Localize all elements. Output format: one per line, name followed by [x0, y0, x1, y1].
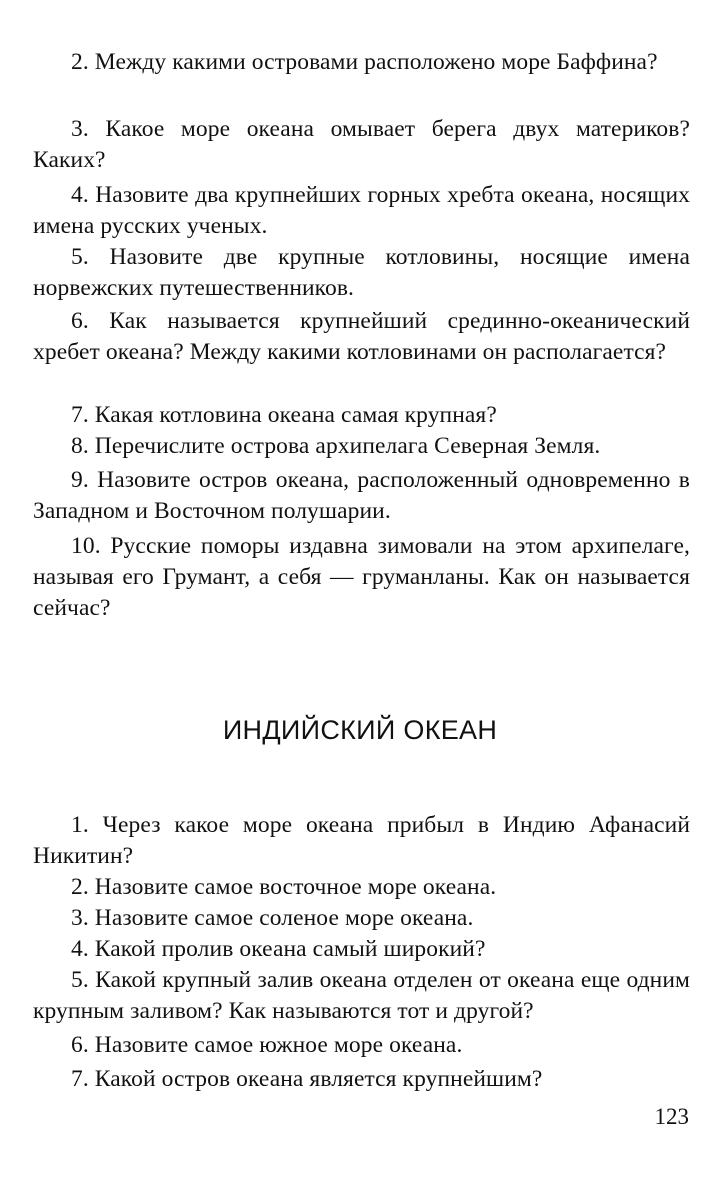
question-indian-1: 1. Через какое море океана прибыл в Индию Афанасий Никитин?	[33, 812, 690, 869]
question-arctic-9: 9. Назовите остров океана, расположенный одновременно в Западном и Восточном полушарии.	[33, 467, 690, 524]
question-indian-7: 7. Какой остров океана является крупнейшим?	[71, 1066, 543, 1092]
question-arctic-10: 10. Русские поморы издавна зимовали на этом архипелаге, называя его Грумант, а себя — груманланы. Как он называется сейчас?	[33, 533, 690, 621]
question-arctic-8: 8. Перечислите острова архипелага Северная Земля.	[71, 433, 601, 459]
question-indian-4: 4. Какой пролив океана самый широкий?	[71, 936, 486, 962]
question-arctic-6: 6. Как называется крупнейший срединно-океанический хребет океана? Между какими котловинами он располагается?	[33, 308, 690, 365]
question-indian-5: 5. Какой крупный залив океана отделен от океана еще одним крупным заливом? Как называются тот и другой?	[33, 967, 690, 1024]
question-arctic-7: 7. Какая котловина океана самая крупная?	[71, 402, 497, 428]
question-arctic-3: 3. Какое море океана омывает берега двух материков? Каких?	[33, 116, 690, 173]
question-indian-3: 3. Назовите самое соленое море океана.	[71, 905, 474, 931]
question-indian-6: 6. Назовите самое южное море океана.	[71, 1032, 463, 1058]
page-number: 123	[654, 1104, 689, 1129]
section-title: ИНДИЙСКИЙ ОКЕАН	[222, 715, 498, 745]
question-arctic-2: 2. Между какими островами расположено море Баффина?	[71, 49, 658, 75]
question-arctic-5: 5. Назовите две крупные котловины, носящие имена норвежских путешественников.	[33, 244, 690, 301]
question-indian-2: 2. Назовите самое восточное море океана.	[71, 874, 497, 900]
question-arctic-4: 4. Назовите два крупнейших горных хребта океана, носящих имена русских ученых.	[33, 182, 690, 239]
